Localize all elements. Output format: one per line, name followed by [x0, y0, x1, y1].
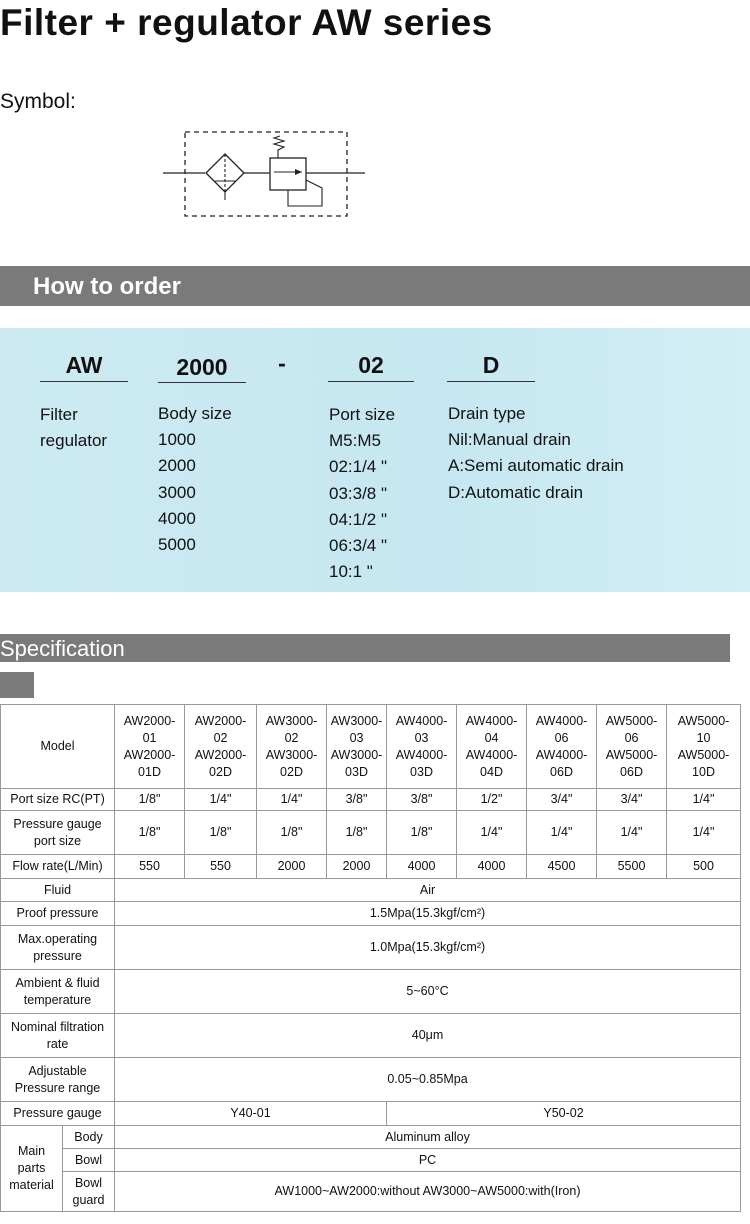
table-cell: 1/4"	[185, 789, 257, 811]
section-marker	[0, 672, 34, 698]
code-underline	[158, 382, 246, 383]
table-row	[1, 1058, 741, 1102]
table-cell: 5~60°C	[115, 970, 741, 1014]
list-item: 2000	[158, 456, 196, 476]
table-cell: 4000	[457, 855, 527, 879]
table-cell: 1/4"	[667, 789, 741, 811]
table-cell: Y40-01	[115, 1102, 387, 1126]
specification-table	[0, 704, 741, 1212]
row-label: Pressure gauge	[1, 1102, 115, 1126]
table-cell: 550	[115, 855, 185, 879]
table-cell: 1/4"	[527, 811, 597, 855]
row-label: Main parts material	[1, 1126, 63, 1212]
list-item: 04:1/2 "	[329, 509, 388, 529]
table-row	[1, 926, 741, 970]
code-underline	[328, 381, 414, 382]
table-cell: 3/8"	[327, 789, 387, 811]
sub-label: Bowl	[63, 1149, 115, 1172]
model-cell: AW2000- 02 AW2000- 02D	[185, 705, 257, 789]
table-cell: 1/8"	[115, 789, 185, 811]
table-row	[1, 1014, 741, 1058]
table-cell: 1/4"	[667, 811, 741, 855]
table-row	[1, 705, 741, 789]
row-label: Ambient & fluid temperature	[1, 970, 115, 1014]
code-underline	[40, 381, 128, 382]
model-cell: AW5000- 10 AW5000- 10D	[667, 705, 741, 789]
list-item: 4000	[158, 508, 196, 528]
drain-type-list	[448, 401, 624, 506]
body-size-list	[158, 401, 232, 558]
table-row	[1, 1126, 741, 1149]
table-row	[1, 789, 741, 811]
model-cell: AW2000- 01 AW2000- 01D	[115, 705, 185, 789]
code-port-size: 02	[358, 352, 384, 378]
row-label: Fluid	[1, 879, 115, 902]
table-cell: 1/2"	[457, 789, 527, 811]
table-cell: 1/8"	[387, 811, 457, 855]
table-cell: Aluminum alloy	[115, 1126, 741, 1149]
list-item: D:Automatic drain	[448, 482, 584, 502]
list-item: 02:1/4 "	[329, 457, 388, 477]
table-row	[1, 811, 741, 855]
table-cell: Air	[115, 879, 741, 902]
how-to-order-title: How to order	[33, 273, 181, 300]
list-item: A:Semi automatic drain	[448, 456, 624, 476]
model-cell: AW3000- 02 AW3000- 02D	[257, 705, 327, 789]
code-drain: D	[482, 352, 500, 378]
table-row	[1, 1172, 741, 1212]
code-body-size: 2000	[176, 354, 228, 380]
list-item: 3000	[158, 482, 196, 502]
specification-header	[0, 634, 730, 662]
filter-regulator-label	[40, 402, 107, 454]
row-label: Pressure gauge port size	[1, 811, 115, 855]
table-cell: 1/8"	[257, 811, 327, 855]
model-cell: AW3000- 03 AW3000- 03D	[327, 705, 387, 789]
body-size-label: Body size	[158, 404, 232, 423]
table-cell: 4000	[387, 855, 457, 879]
how-to-order-header	[0, 266, 750, 306]
row-label: Max.operating pressure	[1, 926, 115, 970]
list-item: M5:M5	[329, 431, 381, 451]
port-size-list	[329, 402, 395, 585]
how-to-order-panel	[0, 328, 750, 592]
port-size-label: Port size	[329, 405, 396, 424]
table-cell: 1/8"	[185, 811, 257, 855]
table-cell: 1.0Mpa(15.3kgf/cm²)	[115, 926, 741, 970]
table-cell: 0.05~0.85Mpa	[115, 1058, 741, 1102]
model-cell: AW4000- 03 AW4000- 03D	[387, 705, 457, 789]
table-row	[1, 855, 741, 879]
table-cell: Y50-02	[387, 1102, 741, 1126]
table-cell: AW1000~AW2000:without AW3000~AW5000:with(Iron)	[115, 1172, 741, 1212]
sub-label: Body	[63, 1126, 115, 1149]
table-cell: 40μm	[115, 1014, 741, 1058]
sub-label: Bowl guard	[63, 1172, 115, 1212]
table-cell: PC	[115, 1149, 741, 1172]
table-cell: 1.5Mpa(15.3kgf/cm²)	[115, 902, 741, 926]
table-cell: 3/4"	[527, 789, 597, 811]
table-cell: 3/8"	[387, 789, 457, 811]
row-label: Proof pressure	[1, 902, 115, 926]
table-cell: 500	[667, 855, 741, 879]
filter-label: Filter	[40, 405, 78, 424]
list-item: Nil:Manual drain	[448, 430, 571, 450]
list-item: 5000	[158, 535, 196, 555]
table-cell: 4500	[527, 855, 597, 879]
regulator-label: regulator	[40, 431, 108, 451]
table-cell: 1/8"	[327, 811, 387, 855]
table-cell: 1/8"	[115, 811, 185, 855]
table-cell: 1/4"	[257, 789, 327, 811]
table-cell: 2000	[327, 855, 387, 879]
row-label: Port size RC(PT)	[1, 789, 115, 811]
table-cell: 1/4"	[597, 811, 667, 855]
row-label: Flow rate(L/Min)	[1, 855, 115, 879]
table-row	[1, 970, 741, 1014]
code-aw: AW	[65, 352, 103, 378]
row-label: Adjustable Pressure range	[1, 1058, 115, 1102]
code-dash: -	[278, 350, 286, 376]
table-cell: 5500	[597, 855, 667, 879]
code-underline	[447, 381, 535, 382]
page-title: Filter + regulator AW series	[0, 2, 493, 43]
filter-regulator-symbol-icon	[160, 128, 370, 220]
list-item: 06:3/4 "	[329, 536, 388, 556]
list-item: 1000	[158, 430, 196, 450]
table-cell: 3/4"	[597, 789, 667, 811]
drain-type-label: Drain type	[448, 404, 526, 423]
specification-title: Specification	[0, 636, 125, 661]
symbol-label: Symbol:	[0, 90, 76, 113]
table-row	[1, 902, 741, 926]
row-label: Nominal filtration rate	[1, 1014, 115, 1058]
model-cell: AW4000- 04 AW4000- 04D	[457, 705, 527, 789]
table-row	[1, 879, 741, 902]
model-cell: AW5000- 06 AW5000- 06D	[597, 705, 667, 789]
table-row	[1, 1102, 741, 1126]
table-cell: 2000	[257, 855, 327, 879]
list-item: 10:1 "	[329, 562, 373, 582]
row-label: Model	[1, 705, 115, 789]
table-cell: 1/4"	[457, 811, 527, 855]
list-item: 03:3/8 "	[329, 483, 388, 503]
model-cell: AW4000- 06 AW4000- 06D	[527, 705, 597, 789]
table-cell: 550	[185, 855, 257, 879]
table-row	[1, 1149, 741, 1172]
